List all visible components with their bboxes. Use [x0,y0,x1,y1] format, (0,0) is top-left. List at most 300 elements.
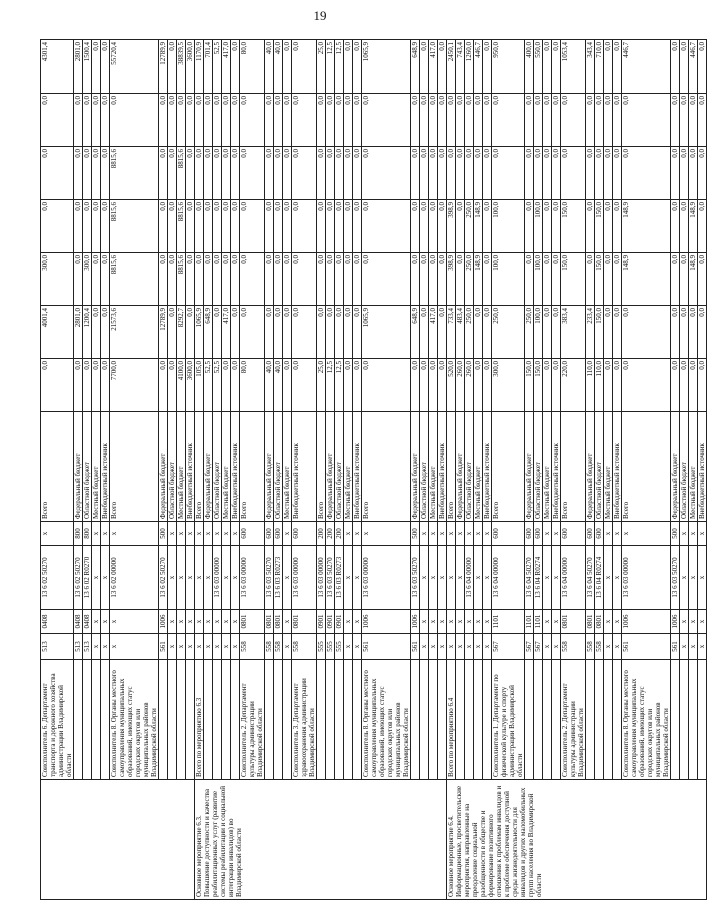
vr-cell: 500 [159,522,168,546]
csr-cell: x [456,546,465,610]
executor-cell [83,660,92,780]
source-cell: Местный бюджет [474,412,483,522]
table-row [74,40,83,900]
value-cell: 4100,0 [177,359,186,412]
vr-cell: x [552,522,561,546]
executor-cell: Соисполнитель 8. Органы местного самоуправления муниципальных образований, имеющих статус городских округов или муниципальных районов Владимирской области [110,660,159,780]
executor-cell [465,660,474,780]
value-cell: 0,0 [335,306,344,359]
value-cell: 0,0 [195,147,204,200]
value-cell: 0,0 [292,306,317,359]
executor-cell: Соисполнитель 8. Органы местного самоуправления муниципальных образований, имеющих статус городских округов или муниципальных районов Владимирской области [622,660,671,780]
value-cell: 148,9 [474,253,483,306]
executor-cell [204,660,213,780]
value-cell: 148,9 [622,200,671,253]
value-cell: 0,0 [344,40,353,94]
vr-cell: x [456,522,465,546]
rz-cell: x [353,610,362,634]
rz-cell: x [465,610,474,634]
executor-cell: Соисполнитель 2. Департамент культуры администрации Владимирской области [240,660,265,780]
value-cell: 0,0 [698,200,707,253]
executor-cell [317,660,326,780]
value-cell: 0,0 [222,147,231,200]
value-cell: 0,0 [326,306,335,359]
grbs-cell: x [438,634,447,660]
value-cell: 0,0 [474,147,483,200]
budget-table-body [41,40,707,900]
executor-cell [344,660,353,780]
executor-cell [231,660,240,780]
executor-cell [456,660,465,780]
csr-cell: 13 6 02 50270 [74,546,83,610]
rz-cell: x [92,610,101,634]
value-cell: 0,0 [613,147,622,200]
table-row [492,40,525,900]
vr-cell: 600 [586,522,595,546]
value-cell: 0,0 [101,94,110,147]
value-cell: 0,0 [92,147,101,200]
executor-cell [689,660,698,780]
table-row [420,40,429,900]
grbs-cell: x [604,634,613,660]
value-cell: 0,0 [353,359,362,412]
value-cell: 0,0 [429,359,438,412]
csr-cell: x [222,546,231,610]
rz-cell: x [456,610,465,634]
value-cell: 4001,4 [41,306,74,359]
source-cell: Всего [447,412,456,522]
value-cell: 0,0 [353,306,362,359]
source-cell: Всего [317,412,326,522]
value-cell: 0,0 [420,306,429,359]
value-cell: 100,0 [534,200,543,253]
csr-cell: x [186,546,195,610]
value-cell: 0,0 [680,94,689,147]
value-cell: 0,0 [689,306,698,359]
value-cell: 25,0 [317,40,326,94]
vr-cell: x [110,522,159,546]
value-cell: 0,0 [613,200,622,253]
rz-cell: 0901 [326,610,335,634]
table-row [326,40,335,900]
rz-cell: x [344,610,353,634]
csr-cell: 13 6 03 50270 [671,546,680,610]
csr-cell: 13 6 03 R0273 [335,546,344,610]
source-cell: Всего [622,412,671,522]
value-cell: 417,0 [429,306,438,359]
value-cell: 0,0 [159,253,168,306]
table-row [41,40,74,900]
source-cell: Внебюджетный источник [186,412,195,522]
value-cell: 0,0 [680,306,689,359]
value-cell: 0,0 [543,253,552,306]
value-cell: 0,0 [265,147,274,200]
event-cell: Основное мероприятие 6.3. Повышение доступности и качества реабилитационных услуг (развитие системы реабилитации и социальной интеграции инвалидов) во Владимирской области [195,780,447,900]
table-row [101,40,110,900]
source-cell: Областной бюджет [680,412,689,522]
value-cell: 0,0 [595,147,604,200]
source-cell: Федеральный бюджет [265,412,274,522]
rz-cell: 1006 [362,610,411,634]
value-cell: 0,0 [561,147,586,200]
source-cell: Федеральный бюджет [159,412,168,522]
value-cell: 2801,0 [74,306,83,359]
rz-cell: x [420,610,429,634]
table-row [168,40,177,900]
source-cell: Внебюджетный источник [483,412,492,522]
value-cell: 0,0 [420,147,429,200]
source-cell: Областной бюджет [83,412,92,522]
value-cell: 12,5 [326,40,335,94]
rz-cell: x [447,610,456,634]
source-cell: Федеральный бюджет [411,412,420,522]
value-cell: 0,0 [292,147,317,200]
source-cell: Местный бюджет [283,412,292,522]
vr-cell: x [622,522,671,546]
vr-cell: 800 [83,522,92,546]
grbs-cell: 555 [335,634,344,660]
rz-cell: 1006 [622,610,671,634]
value-cell: 40,0 [274,40,283,94]
source-cell: Внебюджетный источник [438,412,447,522]
source-cell: Областной бюджет [534,412,543,522]
table-row [283,40,292,900]
grbs-cell: 567 [534,634,543,660]
vr-cell: x [177,522,186,546]
executor-cell [274,660,283,780]
executor-cell [525,660,534,780]
csr-cell: x [698,546,707,610]
table-row [680,40,689,900]
rz-cell: x [552,610,561,634]
value-cell: 0,0 [613,94,622,147]
grbs-cell: x [204,634,213,660]
executor-cell [222,660,231,780]
csr-cell: 13 6 03 00000 [317,546,326,610]
value-cell: 0,0 [604,40,613,94]
value-cell: 0,0 [438,147,447,200]
value-cell: 0,0 [604,359,613,412]
value-cell: 40,0 [274,359,283,412]
executor-cell [604,660,613,780]
grbs-cell: 561 [622,634,671,660]
value-cell: 0,0 [265,200,274,253]
value-cell: 0,0 [292,200,317,253]
rz-cell: x [168,610,177,634]
csr-cell: 13 6 02 50270 [159,546,168,610]
csr-cell: 13 6 03 50270 [411,546,420,610]
grbs-cell: 561 [159,634,168,660]
source-cell: Федеральный бюджет [525,412,534,522]
value-cell: 0,0 [240,253,265,306]
value-cell: 0,0 [429,94,438,147]
value-cell: 0,0 [283,200,292,253]
table-row [177,40,186,900]
table-row [698,40,707,900]
value-cell: 80,0 [240,359,265,412]
source-cell: Областной бюджет [465,412,474,522]
value-cell: 0,0 [274,147,283,200]
value-cell: 0,0 [335,94,344,147]
grbs-cell: x [543,634,552,660]
csr-cell: x [689,546,698,610]
value-cell: 3600,0 [186,359,195,412]
value-cell: 0,0 [613,40,622,94]
value-cell: 150,0 [561,200,586,253]
value-cell: 0,0 [438,200,447,253]
value-cell: 0,0 [74,253,83,306]
vr-cell: 600 [265,522,274,546]
value-cell: 0,0 [177,94,186,147]
value-cell: 0,0 [231,359,240,412]
rz-cell: x [222,610,231,634]
value-cell: 0,0 [534,94,543,147]
csr-cell: x [552,546,561,610]
executor-cell [534,660,543,780]
table-row [465,40,474,900]
rz-cell: x [283,610,292,634]
grbs-cell: 567 [525,634,534,660]
value-cell: 0,0 [543,359,552,412]
value-cell: 0,0 [283,147,292,200]
value-cell: 0,0 [465,147,474,200]
csr-cell: x [613,546,622,610]
rz-cell: x [177,610,186,634]
table-row [317,40,326,900]
vr-cell: 600 [274,522,283,546]
table-row [231,40,240,900]
value-cell: 0,0 [41,359,74,412]
vr-cell: x [680,522,689,546]
value-cell: 1170,9 [195,40,204,94]
value-cell: 7700,0 [110,359,159,412]
value-cell: 0,0 [604,253,613,306]
vr-cell: x [92,522,101,546]
value-cell: 8815,6 [110,147,159,200]
executor-cell: Соисполнитель 6. Департамент транспорта и дорожного хозяйства администрации Владимирской области [41,660,74,780]
value-cell: 0,0 [74,359,83,412]
value-cell: 0,0 [204,94,213,147]
executor-cell: Соисполнитель 3. Департамент здравоохранения администрации Владимирской области [292,660,317,780]
grbs-cell: x [474,634,483,660]
value-cell: 0,0 [353,147,362,200]
value-cell: 0,0 [326,94,335,147]
csr-cell: x [177,546,186,610]
value-cell: 0,0 [483,94,492,147]
value-cell: 0,0 [274,200,283,253]
value-cell: 743,4 [456,40,465,94]
table-row [561,40,586,900]
value-cell: 100,0 [492,253,525,306]
executor-cell: Всего по мероприятию 6.3 [195,660,204,780]
vr-cell: 600 [595,522,604,546]
grbs-cell: x [698,634,707,660]
value-cell: 0,0 [483,40,492,94]
value-cell: 0,0 [213,147,222,200]
value-cell: 0,0 [525,94,534,147]
value-cell: 2450,1 [447,40,456,94]
source-cell: Местный бюджет [604,412,613,522]
value-cell: 0,0 [213,200,222,253]
vr-cell: x [543,522,552,546]
table-row [353,40,362,900]
executor-cell [543,660,552,780]
value-cell: 701,4 [204,40,213,94]
value-cell: 0,0 [698,147,707,200]
value-cell: 0,0 [344,200,353,253]
value-cell: 0,0 [353,94,362,147]
vr-cell: x [213,522,222,546]
csr-cell: x [438,546,447,610]
value-cell: 0,0 [698,359,707,412]
table-row [534,40,543,900]
value-cell: 12,5 [335,40,344,94]
value-cell: 0,0 [186,253,195,306]
grbs-cell: 555 [317,634,326,660]
executor-cell [595,660,604,780]
value-cell: 0,0 [168,200,177,253]
value-cell: 0,0 [41,94,74,147]
grbs-cell: x [689,634,698,660]
rz-cell: 1101 [525,610,534,634]
value-cell: 0,0 [92,40,101,94]
value-cell: 550,0 [534,40,543,94]
vr-cell: 600 [525,522,534,546]
table-row [292,40,317,900]
table-row [604,40,613,900]
table-row [552,40,561,900]
value-cell: 1065,9 [195,306,204,359]
vr-cell: x [604,522,613,546]
grbs-cell: 561 [671,634,680,660]
value-cell: 0,0 [543,147,552,200]
value-cell: 0,0 [344,253,353,306]
value-cell: 0,0 [344,306,353,359]
rz-cell: 1006 [411,610,420,634]
value-cell: 0,0 [420,40,429,94]
csr-cell: 13 6 02 R0270 [83,546,92,610]
value-cell: 0,0 [168,40,177,94]
rz-cell: x [101,610,110,634]
executor-cell [420,660,429,780]
value-cell: 710,0 [595,40,604,94]
source-cell: Областной бюджет [168,412,177,522]
csr-cell: x [604,546,613,610]
grbs-cell: x [231,634,240,660]
csr-cell: x [483,546,492,610]
value-cell: 8815,6 [177,147,186,200]
rz-cell: x [231,610,240,634]
value-cell: 0,0 [561,94,586,147]
value-cell: 0,0 [543,200,552,253]
source-cell: Внебюджетный источник [353,412,362,522]
value-cell: 1260,0 [465,40,474,94]
table-row [613,40,622,900]
value-cell: 0,0 [622,359,671,412]
executor-cell [671,660,680,780]
executor-cell [92,660,101,780]
csr-cell: 13 6 04 00000 [465,546,474,610]
value-cell: 0,0 [231,40,240,94]
value-cell: 0,0 [231,306,240,359]
table-row [438,40,447,900]
grbs-cell: x [344,634,353,660]
source-cell: Внебюджетный источник [613,412,622,522]
source-cell: Местный бюджет [344,412,353,522]
value-cell: 0,0 [344,147,353,200]
value-cell: 0,0 [204,200,213,253]
value-cell: 733,4 [447,306,456,359]
value-cell: 417,0 [429,40,438,94]
value-cell: 0,0 [101,359,110,412]
table-row [222,40,231,900]
value-cell: 1200,4 [83,306,92,359]
value-cell: 148,9 [622,253,671,306]
grbs-cell: x [613,634,622,660]
grbs-cell: 561 [362,634,411,660]
value-cell: 0,0 [335,253,344,306]
executor-cell [186,660,195,780]
value-cell: 0,0 [265,253,274,306]
value-cell: 0,0 [222,359,231,412]
vr-cell: x [429,522,438,546]
table-row [447,40,456,900]
value-cell: 0,0 [240,306,265,359]
executor-cell: Всего по мероприятию 6.4 [447,660,456,780]
executor-cell [474,660,483,780]
value-cell: 0,0 [168,147,177,200]
value-cell: 0,0 [604,147,613,200]
value-cell: 2801,0 [74,40,83,94]
value-cell: 0,0 [74,94,83,147]
value-cell: 0,0 [492,94,525,147]
rz-cell: x [604,610,613,634]
vr-cell: x [474,522,483,546]
table-row [110,40,159,900]
budget-table [40,39,707,900]
table-row [456,40,465,900]
value-cell: 0,0 [168,253,177,306]
value-cell: 0,0 [534,147,543,200]
value-cell: 0,0 [604,306,613,359]
vr-cell: x [420,522,429,546]
value-cell: 383,4 [561,306,586,359]
grbs-cell: 558 [586,634,595,660]
csr-cell: 13 6 04 50270 [525,546,534,610]
grbs-cell: x [429,634,438,660]
rz-cell: x [429,610,438,634]
rz-cell: 0801 [265,610,274,634]
value-cell: 1053,4 [561,40,586,94]
value-cell: 40,0 [265,359,274,412]
value-cell: 0,0 [671,306,680,359]
source-cell: Федеральный бюджет [586,412,595,522]
csr-cell: 13 6 03 50270 [265,546,274,610]
executor-cell [698,660,707,780]
source-cell: Областной бюджет [420,412,429,522]
value-cell: 260,0 [465,359,474,412]
value-cell: 12789,9 [159,306,168,359]
vr-cell: x [362,522,411,546]
vr-cell: 600 [534,522,543,546]
value-cell: 0,0 [438,94,447,147]
table-row [411,40,420,900]
vr-cell: x [186,522,195,546]
value-cell: 1065,9 [362,40,411,94]
table-row [213,40,222,900]
csr-cell: 13 6 04 00000 [492,546,525,610]
value-cell: 0,0 [204,253,213,306]
